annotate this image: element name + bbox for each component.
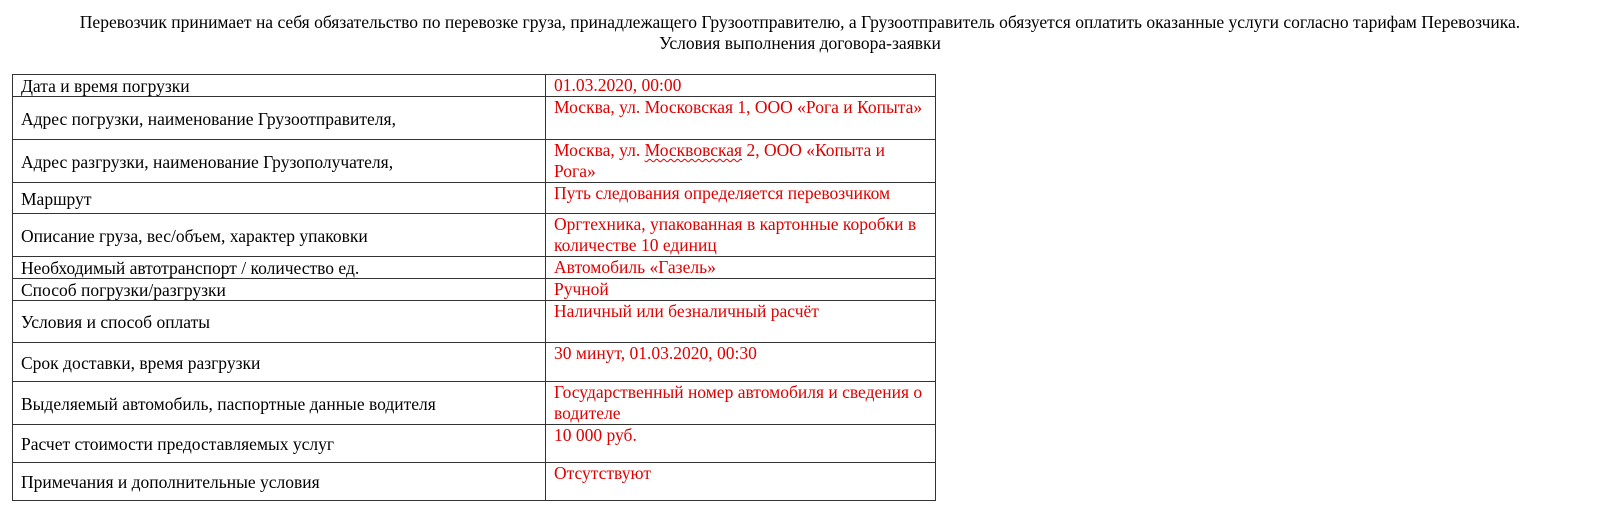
table-row	[13, 183, 936, 214]
intro-text	[0, 12, 1600, 54]
obligation-paragraph: Перевозчик принимает на себя обязательство по перевозке груза, принадлежащего Грузоотправителю, а Грузоотправитель обязуется оплатить оказанные услуги согласно тарифам Перевозчика.	[79, 12, 1521, 32]
row-value: Путь следования определяется перевозчиком	[546, 183, 936, 214]
row-label: Расчет стоимости предоставляемых услуг	[13, 425, 546, 463]
row-label: Срок доставки, время разгрузки	[13, 343, 546, 382]
table-row	[13, 97, 936, 140]
table-row	[13, 214, 936, 257]
row-value: Отсутствуют	[546, 463, 936, 501]
row-value: Автомобиль «Газель»	[546, 257, 936, 279]
value-text: 2, ООО «Копыта и Рога»	[554, 140, 886, 181]
table-row	[13, 463, 936, 501]
contract-terms-table	[12, 74, 936, 501]
section-heading: Условия выполнения договора-заявки	[659, 33, 941, 53]
table-row	[13, 425, 936, 463]
row-label: Выделяемый автомобиль, паспортные данные водителя	[13, 382, 546, 425]
row-value: Ручной	[546, 279, 936, 301]
table-row	[13, 279, 936, 301]
row-value: Государственный номер автомобиля и сведения о водителе	[546, 382, 936, 425]
row-value: Наличный или безналичный расчёт	[546, 301, 936, 343]
misspelled-word: Москвовская	[644, 140, 743, 160]
row-label: Условия и способ оплаты	[13, 301, 546, 343]
row-value: 30 минут, 01.03.2020, 00:30	[546, 343, 936, 382]
value-text: Москва, ул.	[554, 140, 645, 160]
table-row	[13, 140, 936, 183]
row-label: Дата и время погрузки	[13, 75, 546, 97]
row-value: Москва, ул. Московская 1, ООО «Рога и Копыта»	[546, 97, 936, 140]
table-row	[13, 257, 936, 279]
row-value	[546, 140, 936, 183]
table-row	[13, 301, 936, 343]
row-value: 10 000 руб.	[546, 425, 936, 463]
row-label: Описание груза, вес/объем, характер упаковки	[13, 214, 546, 257]
row-label: Необходимый автотранспорт / количество ед.	[13, 257, 546, 279]
table-row	[13, 75, 936, 97]
table-row	[13, 382, 936, 425]
row-label: Адрес погрузки, наименование Грузоотправителя,	[13, 97, 546, 140]
row-value: Оргтехника, упакованная в картонные коробки в количестве 10 единиц	[546, 214, 936, 257]
row-label: Способ погрузки/разгрузки	[13, 279, 546, 301]
row-label: Адрес разгрузки, наименование Грузополучателя,	[13, 140, 546, 183]
row-label: Маршрут	[13, 183, 546, 214]
table-row	[13, 343, 936, 382]
row-value: 01.03.2020, 00:00	[546, 75, 936, 97]
row-label: Примечания и дополнительные условия	[13, 463, 546, 501]
